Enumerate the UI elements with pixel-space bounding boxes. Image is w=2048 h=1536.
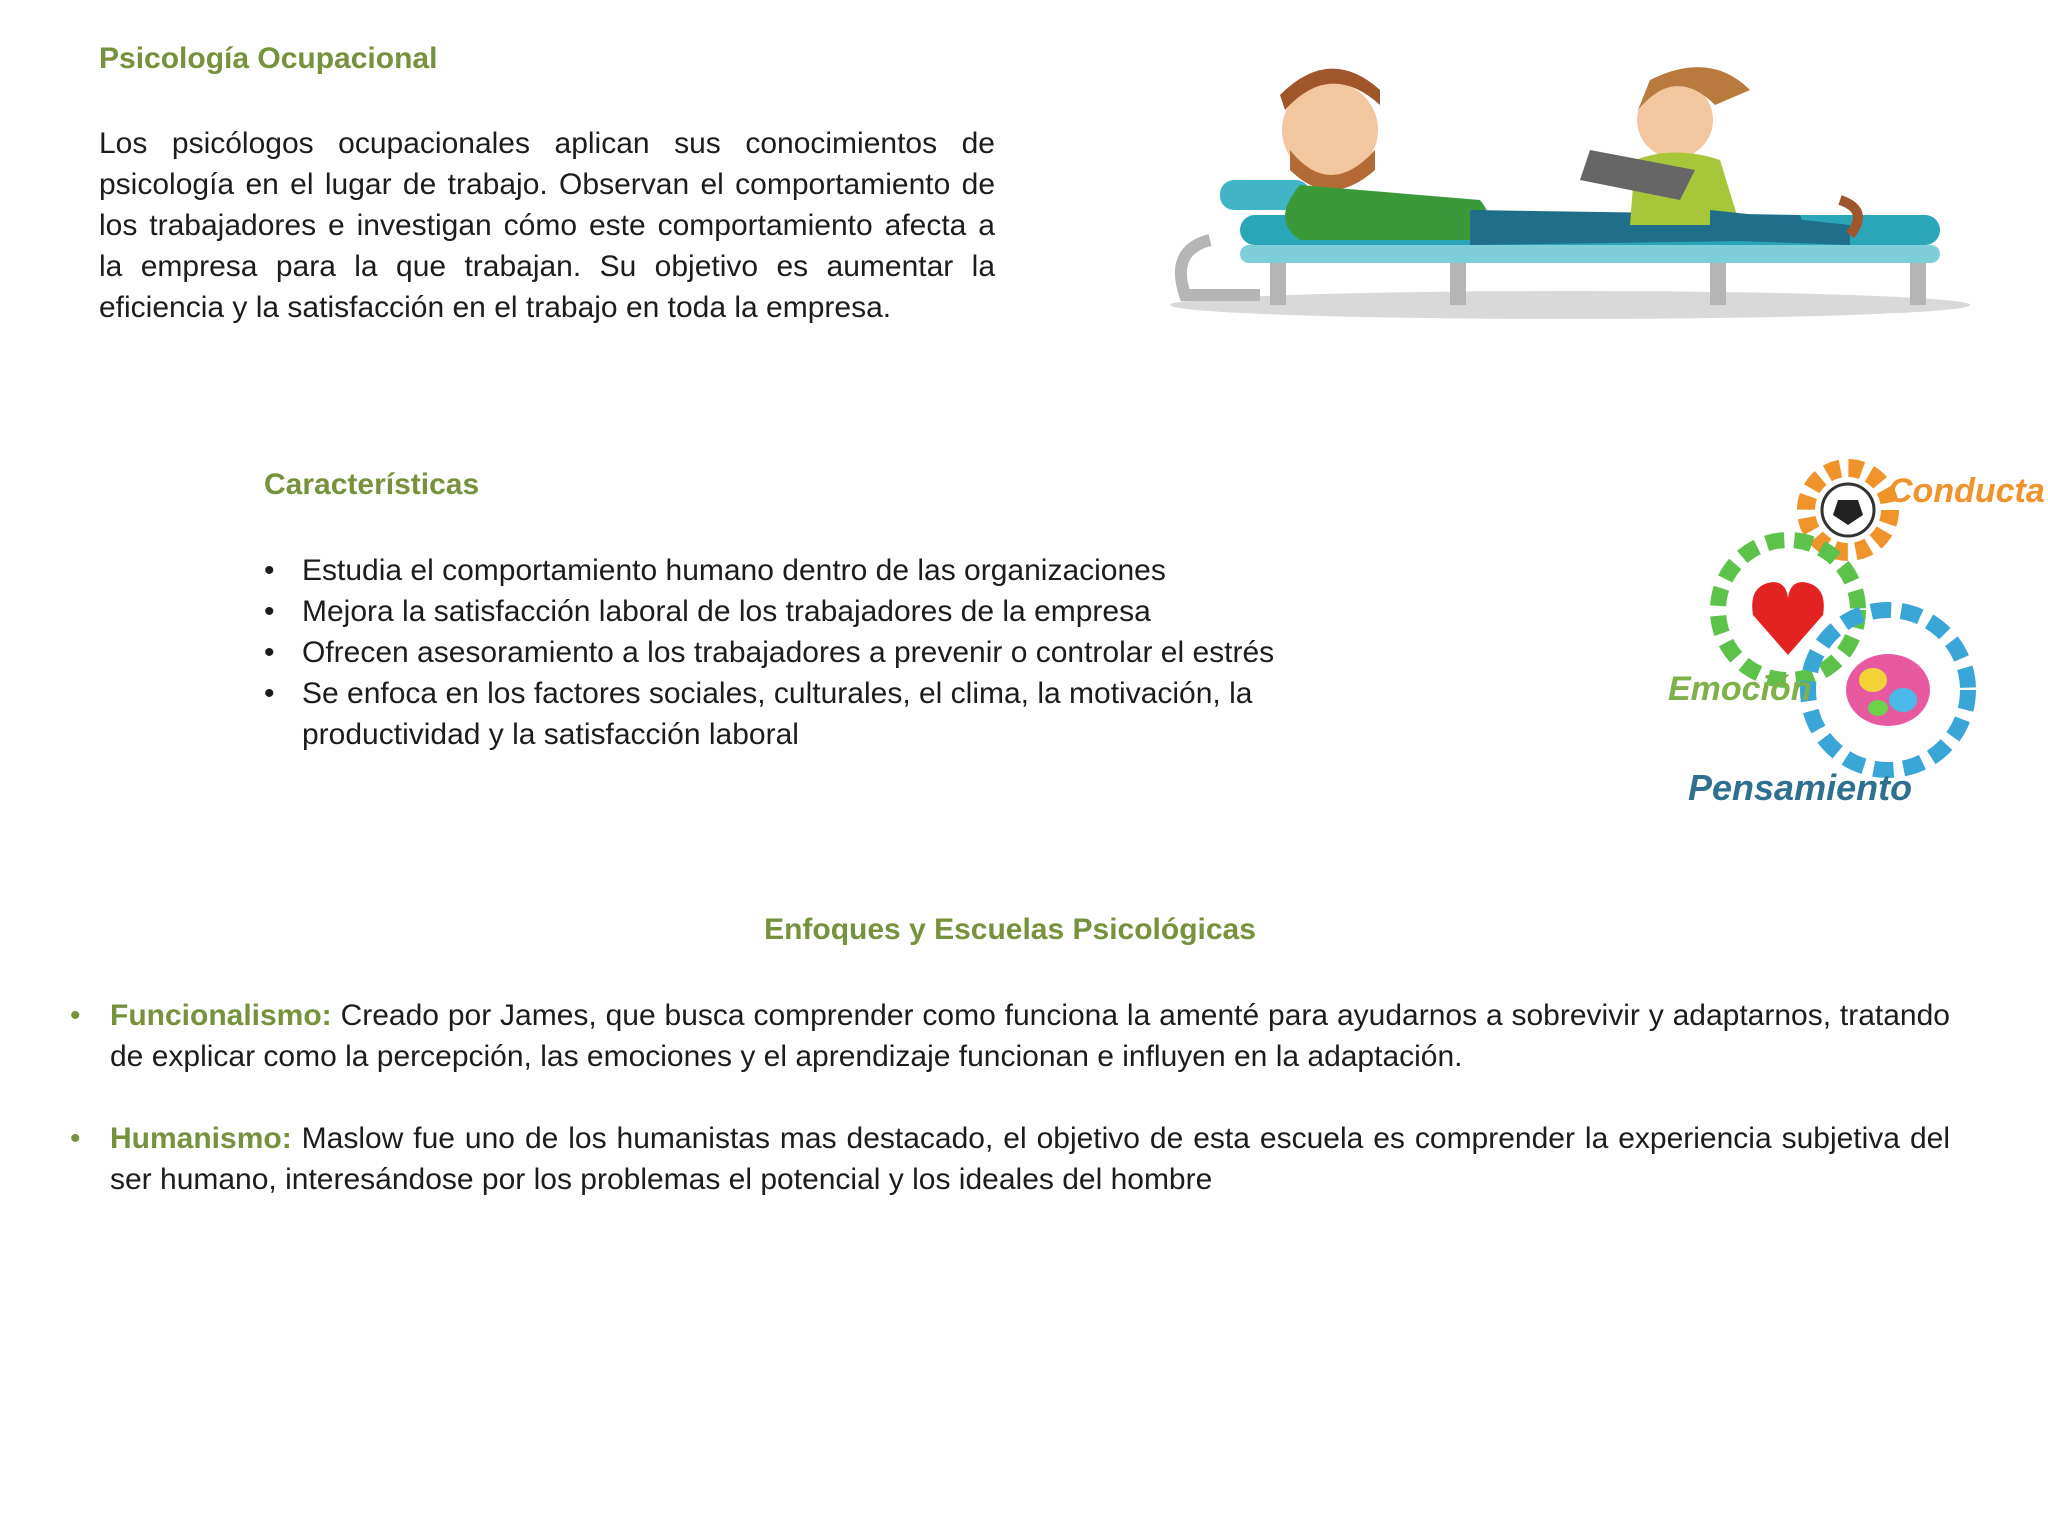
approach-term: Humanismo: [110,1122,292,1155]
list-item [70,1118,1950,1200]
approach-text: Creado por James, que busca comprender como funciona la amenté para ayudarnos a sobrevivir y adaptarnos, tratando de explicar como la percepción, las emociones y el aprendizaje funcionan e influyen en la adaptación. [110,999,1950,1073]
approach-text: Maslow fue uno de los humanistas mas destacado, el objetivo de esta escuela es comprender la experiencia subjetiva del ser humano, interesándose por los problemas el potencial y los ideales del hombre [110,1122,1950,1196]
approaches-list [70,995,1950,1241]
occupational-description: Los psicólogos ocupacionales aplican sus conocimientos de psicología en el lugar de trabajo. Observan el comportamiento de los trabajadores e investigan cómo este comportamiento afecta a la empresa para la que trabajan. Su objetivo es aumentar la eficiencia y la satisfacción en el trabajo en toda la empresa. [99,127,995,324]
list-item [70,995,1950,1077]
list-item: • Se enfoca en los factores sociales, culturales, el clima, la motivación, la productividad y la satisfacción laboral [264,673,1404,755]
list-item: • Mejora la satisfacción laboral de los trabajadores de la empresa [264,591,1404,632]
label-emotion: Emoción [1668,670,1812,708]
label-thought: Pensamiento [1688,767,1913,808]
characteristics-list [264,550,1404,755]
characteristics-title: Características [264,468,480,501]
list-item: • Estudia el comportamiento humano dentro de las organizaciones [264,550,1404,591]
approach-term: Funcionalismo: [110,999,332,1032]
label-conduct: Conducta [1888,472,2045,510]
behavior-emotion-thought-diagram [1648,460,2045,820]
list-item: • Ofrecen asesoramiento a los trabajadores a prevenir o controlar el estrés [264,632,1404,673]
occupational-title: Psicología Ocupacional [99,42,438,75]
approaches-title: Enfoques y Escuelas Psicológicas [764,913,1256,946]
therapy-session-illustration [1150,50,2000,360]
